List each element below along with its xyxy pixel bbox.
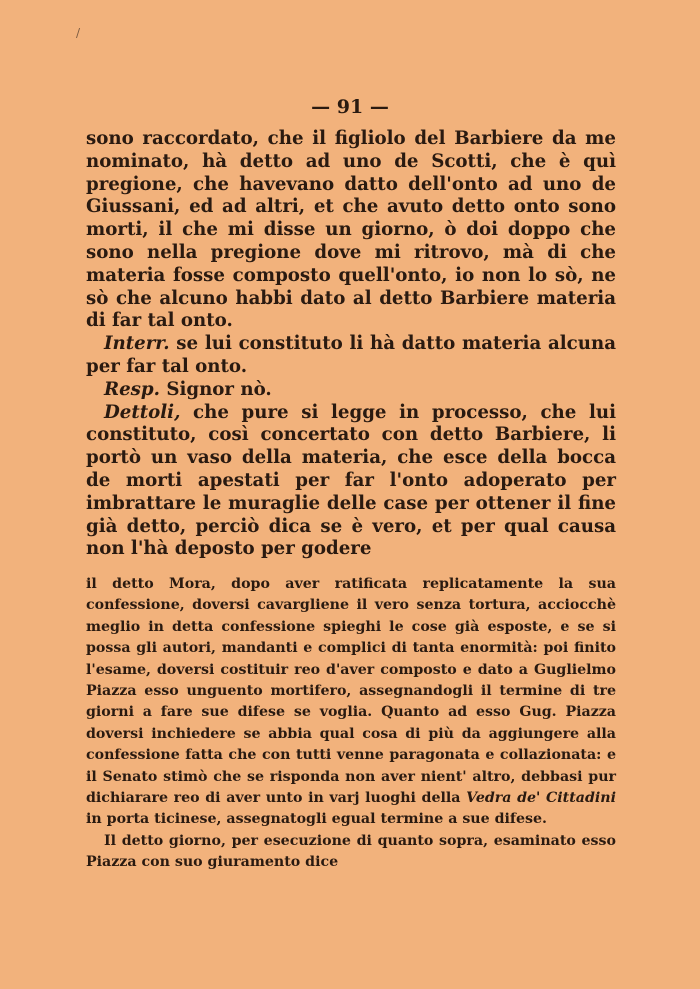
interrogation-paragraph (86, 333, 616, 379)
footnote-part-a: il detto Mora, dopo aver ratificata replicatamente la sua confessione, doversi cavargliene il vero senza tortura, acciocchè meglio in detta confessione spieghi le cose già esposte, e se si possa gli autori, mandanti e complici di tanta enormità: poi finito l'esame, doversi costituir reo d'aver composto e dato a Guglielmo Piazza esso unguento mortifero, assegnandogli il termine di tre giorni a fare sue difese se voglia. Quanto ad esso Gug. Piazza doversi inchiedere se abbia qual cosa di più da aggiungere alla confessione fatta che con tutti venne paragonata e collazionata: e il Senato stimò che se risponda non aver nient' altro, debbasi pur dichiarare reo di aver unto in varj luoghi della (86, 576, 616, 807)
footnote-text (86, 574, 616, 874)
main-paragraph: sono raccordato, che il figliolo del Barbiere da me nominato, hà detto ad uno de Scotti, che è quì pregione, che havevano datto dell'onto ad uno de Giussani, ed ad altri, et che avuto detto onto sono morti, il che mi disse un giorno, ò doi doppo che sono nella pregione dove mi ritrovo, mà di che materia fosse composto quell'onto, io non lo sò, ne sò che alcuno habbi dato al detto Barbiere materia di far tal onto. (86, 128, 616, 332)
dettoli-paragraph (86, 402, 616, 562)
footnote-paragraph-2: Il detto giorno, per esecuzione di quanto sopra, esaminato esso Piazza con suo giuramento dice (86, 832, 616, 871)
interr-text: se lui constituto li hà datto materia alcuna per far tal onto. (86, 333, 616, 377)
dettoli-label: Dettoli, (104, 401, 181, 423)
dettoli-text: che pure si legge in processo, che lui constituto, così concertato con detto Barbiere, li portò un vaso della materia, che esce della bocca de morti apestati per far l'onto adoperato per imbrattare le muraglie delle case per ottener il fine già detto, perciò dica se è vero, et per qual causa non l'hà deposto per godere (86, 401, 616, 560)
footnote-part-b: in porta ticinese, assegnatogli egual termine a sue difese. (86, 811, 547, 828)
ink-mark: / (76, 26, 81, 40)
main-text (86, 128, 616, 561)
interr-label: Interr. (104, 333, 170, 355)
place-name: Vedra de' Cittadini (466, 790, 616, 807)
response-paragraph (86, 379, 616, 402)
resp-label: Resp. (104, 378, 160, 400)
footnote-paragraph (86, 574, 616, 831)
page-number: — 91 — (311, 96, 389, 118)
resp-text: Signor nò. (159, 378, 272, 400)
